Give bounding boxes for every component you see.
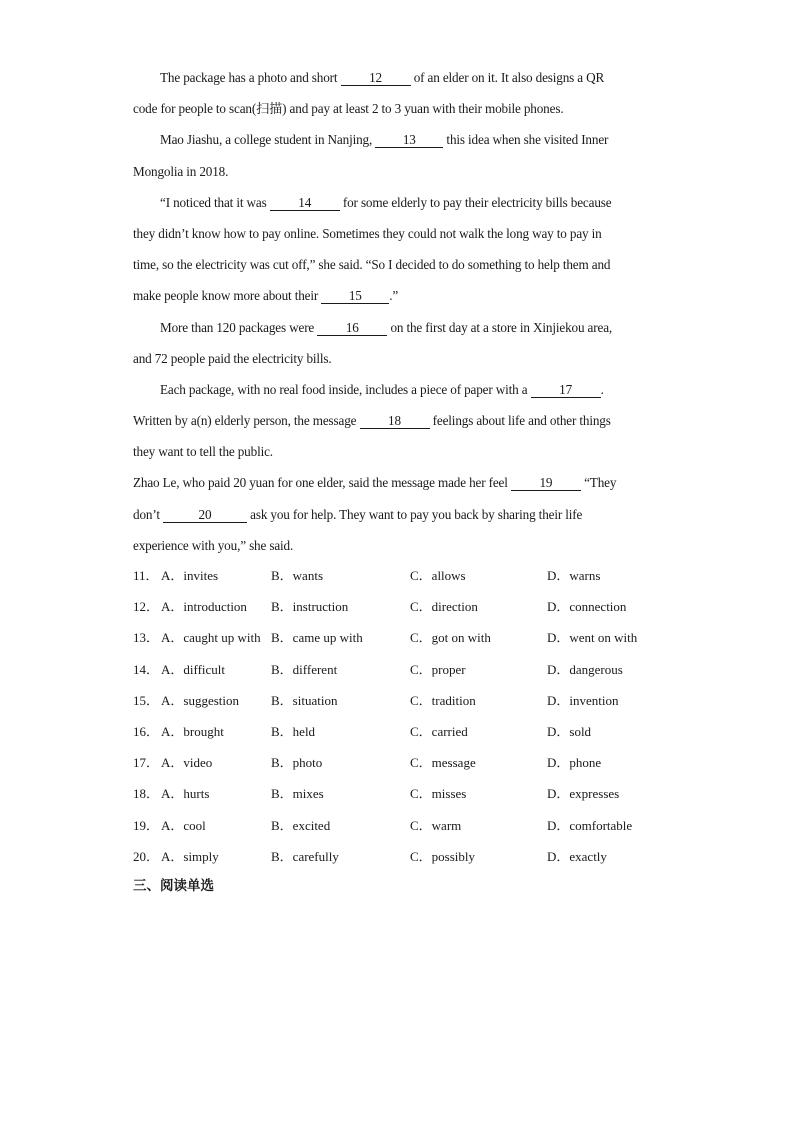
- question-number: 20．: [133, 848, 160, 864]
- blank-12: 12: [341, 71, 411, 86]
- passage-text: .: [600, 381, 604, 397]
- question-row-17: [133, 747, 693, 778]
- question-number: 19．: [133, 817, 160, 833]
- question-number: 11．: [133, 568, 159, 583]
- passage-text: “I noticed that it was: [160, 194, 270, 210]
- passage-text: More than 120 packages were: [160, 319, 318, 335]
- passage-line: [133, 467, 658, 498]
- option-a: A．suggestion: [161, 692, 240, 708]
- question-row-20: [133, 841, 693, 872]
- question-number: 13．: [133, 630, 160, 646]
- question-number: 16．: [133, 723, 160, 739]
- option-b: B．mixes: [271, 786, 324, 802]
- passage-text: for some elderly to pay their electricity bills because: [339, 194, 612, 210]
- option-b: B．excited: [271, 817, 331, 833]
- passage-line: [133, 405, 658, 436]
- blank-19: 19: [511, 476, 581, 491]
- passage-line: [133, 280, 658, 311]
- option-d: D．expresses: [547, 786, 620, 802]
- passage-line: [133, 124, 658, 155]
- option-b: B．different: [271, 661, 338, 677]
- option-a: A．video: [161, 755, 213, 771]
- passage-line: and 72 people paid the electricity bills.: [133, 350, 332, 366]
- option-a: A．introduction: [161, 599, 247, 615]
- option-c: C．possibly: [410, 848, 476, 864]
- passage-text: this idea when she visited Inner: [443, 132, 609, 148]
- option-c: C．carried: [410, 723, 468, 739]
- option-a: A．simply: [161, 848, 219, 864]
- question-number: 18．: [133, 786, 160, 802]
- passage-text: Each package, with no real food inside, includes a piece of paper with a: [160, 381, 531, 397]
- passage-text: “They: [580, 475, 617, 491]
- passage-text: ask you for help. They want to pay you back by sharing their life: [247, 506, 583, 522]
- passage-text: Written by a(n) elderly person, the message: [133, 413, 360, 429]
- passage-text: don’t: [133, 506, 163, 522]
- question-row-16: [133, 716, 693, 747]
- question-row-18: [133, 778, 693, 809]
- option-a: A．difficult: [161, 661, 226, 677]
- option-d: D．phone: [547, 755, 602, 771]
- option-c: C．got on with: [410, 630, 491, 646]
- blank-20: 20: [163, 508, 247, 523]
- question-number: 12．: [133, 599, 160, 615]
- passage-line: [133, 374, 658, 405]
- option-b: B．came up with: [271, 630, 363, 646]
- passage-line: time, so the electricity was cut off,” she said. “So I decided to do something to help them and: [133, 257, 611, 273]
- option-d: D．sold: [547, 723, 592, 739]
- option-b: B．photo: [271, 755, 323, 771]
- option-c: C．misses: [410, 786, 467, 802]
- option-d: D．went on with: [547, 630, 638, 646]
- passage-line: code for people to scan(扫描) and pay at least 2 to 3 yuan with their mobile phones.: [133, 101, 564, 117]
- option-d: D．exactly: [547, 848, 607, 864]
- passage-text: feelings about life and other things: [429, 413, 611, 429]
- option-a: A．hurts: [161, 786, 210, 802]
- option-b: B．wants: [271, 568, 324, 583]
- question-row-15: [133, 685, 693, 716]
- option-d: D．warns: [547, 568, 601, 583]
- option-d: D．connection: [547, 599, 627, 615]
- question-number: 17．: [133, 755, 160, 771]
- passage-text: The package has a photo and short: [160, 70, 341, 85]
- question-number: 15．: [133, 692, 160, 708]
- passage-line: [133, 312, 658, 343]
- passage-text: of an elder on it. It also designs a QR: [410, 70, 605, 85]
- blank-13: 13: [375, 133, 443, 148]
- option-b: B．instruction: [271, 599, 349, 615]
- option-b: B．held: [271, 723, 316, 739]
- passage-text: on the first day at a store in Xinjiekou area,: [387, 319, 613, 335]
- blank-14: 14: [270, 196, 340, 211]
- option-a: A．brought: [161, 723, 224, 739]
- option-c: C．warm: [410, 817, 462, 833]
- option-c: C．message: [410, 755, 476, 771]
- question-row-14: [133, 654, 693, 685]
- option-c: C．allows: [410, 568, 466, 583]
- option-c: C．direction: [410, 599, 478, 615]
- question-number: 14．: [133, 661, 160, 677]
- option-d: D．comfortable: [547, 817, 633, 833]
- blank-16: 16: [317, 321, 387, 336]
- question-row-12: [133, 591, 693, 622]
- passage-line: [133, 499, 658, 530]
- passage-text: make people know more about their: [133, 288, 322, 304]
- cloze-passage: [133, 62, 658, 561]
- answer-options: [133, 560, 693, 872]
- passage-line: experience with you,” she said.: [133, 537, 294, 553]
- passage-line: they want to tell the public.: [133, 444, 273, 460]
- question-row-11: [133, 560, 693, 591]
- passage-line: [133, 62, 658, 93]
- passage-text: Mao Jiashu, a college student in Nanjing,: [160, 132, 376, 148]
- passage-text: .”: [389, 288, 399, 304]
- passage-line: [133, 187, 658, 218]
- blank-15: 15: [321, 289, 389, 304]
- option-b: B．carefully: [271, 848, 339, 864]
- option-d: D．invention: [547, 692, 619, 708]
- blank-17: 17: [531, 383, 601, 398]
- option-d: D．dangerous: [547, 661, 623, 677]
- question-row-19: [133, 810, 693, 841]
- passage-text: Zhao Le, who paid 20 yuan for one elder, said the message made her feel: [133, 475, 511, 491]
- passage-line: Mongolia in 2018.: [133, 163, 229, 179]
- option-c: C．proper: [410, 661, 466, 677]
- passage-line: they didn’t know how to pay online. Sometimes they could not walk the long way to pay in: [133, 225, 602, 241]
- option-b: B．situation: [271, 692, 338, 708]
- question-row-13: [133, 622, 693, 653]
- option-a: A．cool: [161, 817, 206, 833]
- section-heading: 三、阅读单选: [133, 878, 214, 894]
- option-a: A．invites: [161, 568, 219, 583]
- option-c: C．tradition: [410, 692, 476, 708]
- blank-18: 18: [360, 414, 430, 429]
- option-a: A．caught up with: [161, 630, 261, 646]
